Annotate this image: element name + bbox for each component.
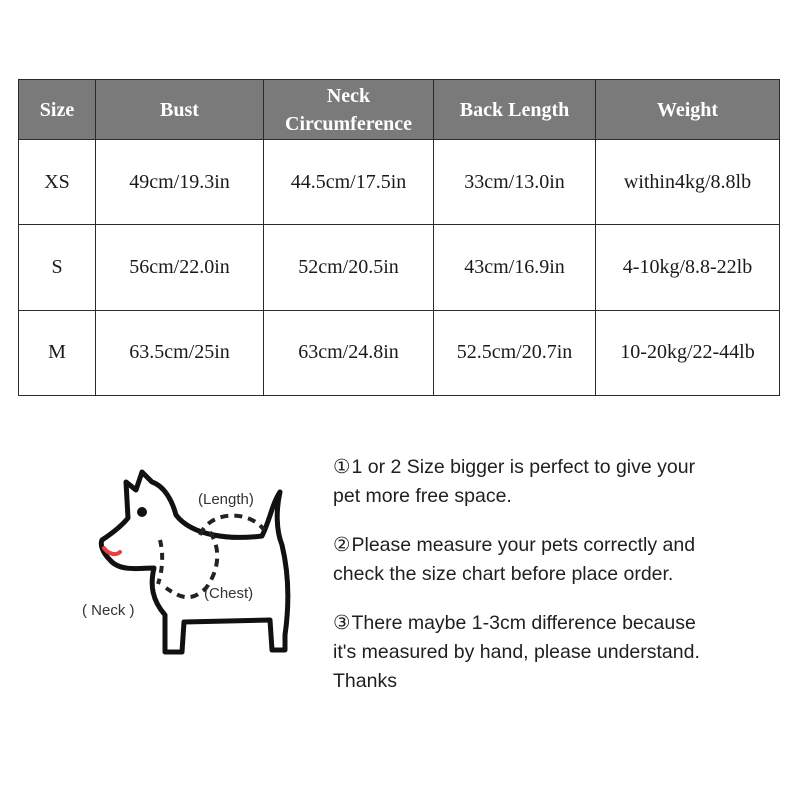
chest-label: (Chest) bbox=[204, 585, 254, 602]
note-number: ① bbox=[333, 456, 351, 478]
note-line: There maybe 1-3cm difference because bbox=[351, 612, 696, 634]
neck-label: ( Neck ) bbox=[82, 602, 135, 619]
note-number: ③ bbox=[333, 612, 351, 634]
neck-measure-line bbox=[158, 540, 162, 584]
header-back-length: Back Length bbox=[434, 80, 596, 140]
header-neck-line1: Neck bbox=[326, 84, 371, 107]
note-3 bbox=[333, 609, 773, 696]
dog-tongue bbox=[104, 548, 120, 554]
dog-eye bbox=[137, 507, 147, 517]
cell-size: S bbox=[19, 225, 96, 310]
cell-back-length: 43cm/16.9in bbox=[434, 225, 596, 310]
size-chart-table bbox=[18, 79, 780, 396]
table-row bbox=[19, 310, 780, 395]
header-size: Size bbox=[19, 80, 96, 140]
note-line: check the size chart before place order. bbox=[333, 563, 674, 585]
cell-size: XS bbox=[19, 140, 96, 225]
note-line: Thanks bbox=[333, 670, 397, 692]
cell-neck: 52cm/20.5in bbox=[264, 225, 434, 310]
cell-weight: 10-20kg/22-44lb bbox=[596, 310, 780, 395]
dog-measurement-diagram bbox=[80, 460, 320, 670]
cell-neck: 44.5cm/17.5in bbox=[264, 140, 434, 225]
note-line: Please measure your pets correctly and bbox=[351, 534, 696, 556]
length-label: (Length) bbox=[198, 491, 254, 508]
header-weight: Weight bbox=[596, 80, 780, 140]
cell-neck: 63cm/24.8in bbox=[264, 310, 434, 395]
table-row bbox=[19, 140, 780, 225]
header-bust: Bust bbox=[96, 80, 264, 140]
cell-back-length: 52.5cm/20.7in bbox=[434, 310, 596, 395]
note-line: 1 or 2 Size bigger is perfect to give your bbox=[351, 456, 696, 478]
cell-weight: 4-10kg/8.8-22lb bbox=[596, 225, 780, 310]
dog-outline bbox=[101, 472, 288, 652]
header-neck-line2: Circumference bbox=[285, 112, 412, 135]
note-line: it's measured by hand, please understand. bbox=[333, 641, 700, 663]
note-2 bbox=[333, 531, 773, 589]
notes-section bbox=[333, 453, 773, 716]
cell-bust: 56cm/22.0in bbox=[96, 225, 264, 310]
header-row bbox=[19, 80, 780, 140]
header-neck-circumference bbox=[264, 80, 434, 140]
cell-back-length: 33cm/13.0in bbox=[434, 140, 596, 225]
cell-weight: within4kg/8.8lb bbox=[596, 140, 780, 225]
cell-bust: 63.5cm/25in bbox=[96, 310, 264, 395]
note-number: ② bbox=[333, 534, 351, 556]
cell-bust: 49cm/19.3in bbox=[96, 140, 264, 225]
table-row bbox=[19, 225, 780, 310]
cell-size: M bbox=[19, 310, 96, 395]
note-1 bbox=[333, 453, 773, 511]
note-line: pet more free space. bbox=[333, 485, 512, 507]
